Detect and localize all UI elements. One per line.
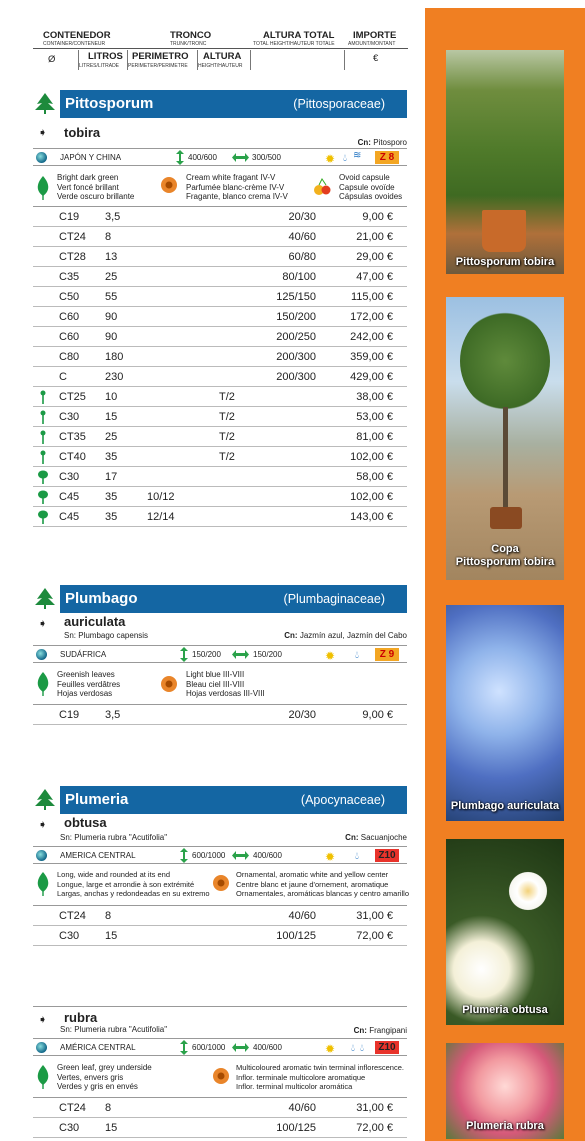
species-info-bar — [33, 1038, 407, 1056]
globe-icon — [36, 649, 47, 660]
litres: 90 — [105, 331, 118, 343]
litres: 15 — [105, 1122, 118, 1134]
sun-icon: ✹ — [325, 152, 336, 166]
flower-icon — [160, 176, 178, 194]
water-drop-icon: 💧︎ — [351, 1043, 355, 1054]
flower-description: Ornamental, aromatic white and yellow center Centre blanc et jaune d'ornement, aromatique Ornamentales, aromáticas blancas y centro amarillo — [236, 870, 409, 898]
price: 29,00 € — [356, 251, 393, 263]
litres: 230 — [105, 371, 124, 383]
litres: 15 — [105, 411, 118, 423]
width-arrow-icon — [232, 1043, 249, 1052]
photo-pittosporum-tobira — [446, 50, 564, 274]
price: 58,00 € — [356, 471, 393, 483]
leaf-icon — [35, 1065, 51, 1089]
width-arrow-icon — [232, 650, 249, 659]
trunk-height: T/2 — [219, 391, 235, 403]
species-info-bar — [33, 148, 407, 166]
genus-leaf-icon — [33, 92, 57, 114]
species-name: obtusa — [64, 815, 107, 830]
species-arrow-icon: ➧ — [38, 1014, 48, 1026]
table-row — [33, 207, 407, 227]
photo-caption: Pittosporum tobira — [455, 256, 555, 268]
table-row — [33, 347, 407, 367]
photo-caption: Plumbago auriculata — [450, 800, 560, 812]
litres: 35 — [105, 511, 118, 523]
fruit-description: Ovoid capsule Capsule ovoïde Cápsulas ovoides — [339, 173, 403, 201]
water-drop-icon: 💧︎ — [343, 153, 347, 164]
photo-plumeria-obtusa — [446, 839, 564, 1025]
height-arrow-icon — [180, 1040, 188, 1055]
litres: 15 — [105, 930, 118, 942]
header-perimetro-sub: PERIMETER/PERIMETRE — [128, 63, 188, 69]
container-code: C30 — [59, 930, 80, 942]
container-code: CT24 — [59, 910, 86, 922]
price: 72,00 € — [356, 930, 393, 942]
price: 242,00 € — [350, 331, 393, 343]
species-name: tobira — [64, 125, 101, 140]
trunk-height: T/2 — [219, 431, 235, 443]
height-range: 600/1000 — [192, 1043, 226, 1052]
price: 21,00 € — [356, 231, 393, 243]
price: 53,00 € — [356, 411, 393, 423]
trunk-height: T/2 — [219, 451, 235, 463]
litres: 8 — [105, 1102, 112, 1114]
sun-icon: ✹ — [325, 649, 336, 663]
water-drop-icon: 💧︎ — [360, 1043, 364, 1054]
price: 47,00 € — [356, 271, 393, 283]
price: 143,00 € — [350, 511, 393, 523]
stake-icon — [38, 450, 48, 464]
table-row — [33, 327, 407, 347]
species-arrow-icon: ➧ — [38, 819, 48, 831]
table-row — [33, 507, 407, 527]
price: 31,00 € — [356, 1102, 393, 1114]
genus-band-plumbago — [60, 585, 407, 613]
litres: 8 — [105, 231, 112, 243]
header-tronco-sub: TRUNK/TRONC — [170, 41, 207, 47]
container-code: C60 — [59, 311, 80, 323]
container-code: C45 — [59, 491, 80, 503]
container-code: CT24 — [59, 231, 86, 243]
family-name: (Pittosporaceae) — [293, 97, 385, 111]
perimeter: 12/14 — [147, 511, 175, 523]
leaf-icon — [35, 176, 51, 200]
pot-shape — [482, 210, 526, 252]
container-code: CT25 — [59, 391, 86, 403]
container-code: C19 — [59, 211, 80, 223]
height-range: 400/600 — [188, 153, 217, 162]
hardiness-zone-badge: Z 9 — [375, 648, 399, 661]
species-info-bar — [33, 645, 407, 663]
price: 9,00 € — [362, 211, 393, 223]
width-range: 300/500 — [252, 153, 281, 162]
leaf-description: Bright dark green Vert foncé brillant Verde oscuro brillante — [57, 173, 135, 201]
litres: 13 — [105, 251, 118, 263]
leaf-description: Long, wide and rounded at its end Longue, large et arrondie à son extrémité Largas, anchas y redondeadas en su extremo — [57, 870, 210, 898]
total-height: 40/60 — [288, 231, 316, 243]
total-height: 100/125 — [276, 1122, 316, 1134]
table-row — [33, 1098, 407, 1118]
table-row — [33, 467, 407, 487]
price: 72,00 € — [356, 1122, 393, 1134]
litres: 180 — [105, 351, 124, 363]
total-height: 150/200 — [276, 311, 316, 323]
height-range: 600/1000 — [192, 851, 226, 860]
total-height: 200/300 — [276, 371, 316, 383]
width-arrow-icon — [232, 851, 249, 860]
header-litros: LITROS — [88, 51, 123, 62]
table-row — [33, 307, 407, 327]
common-name: Cn: Sacuanjoche — [345, 833, 407, 842]
fruit-icon — [313, 178, 331, 196]
sun-icon: ✹ — [325, 850, 336, 864]
litres: 10 — [105, 391, 118, 403]
common-name: Cn: Jazmín azul, Jazmín del Cabo — [284, 631, 407, 640]
origin: AMÉRICA CENTRAL — [60, 1043, 136, 1052]
container-code: C30 — [59, 1122, 80, 1134]
standard-tree-icon — [38, 510, 48, 524]
total-height: 20/30 — [288, 709, 316, 721]
synonym: Sn: Plumbago capensis — [64, 631, 149, 640]
leaf-description: Green leaf, grey underside Vertes, envers gris Verdes y gris en envés — [57, 1063, 152, 1091]
container-code: CT40 — [59, 451, 86, 463]
total-height: 200/250 — [276, 331, 316, 343]
litres: 35 — [105, 451, 118, 463]
header-contenedor: CONTENEDOR — [43, 30, 111, 41]
genus-leaf-icon — [33, 788, 57, 810]
price: 102,00 € — [350, 491, 393, 503]
perimeter: 10/12 — [147, 491, 175, 503]
price: 429,00 € — [350, 371, 393, 383]
table-row — [33, 227, 407, 247]
common-name: Cn: Pitosporo — [357, 138, 407, 147]
leaf-icon — [35, 872, 51, 896]
width-range: 400/600 — [253, 1043, 282, 1052]
hardiness-zone-badge: Z10 — [375, 1041, 399, 1054]
stake-icon — [38, 410, 48, 424]
price-table — [33, 1097, 407, 1138]
price-table — [33, 206, 407, 527]
photo-copa-pittosporum-tobira — [446, 297, 564, 580]
litres: 25 — [105, 271, 118, 283]
height-arrow-icon — [176, 150, 184, 165]
width-arrow-icon — [232, 153, 249, 162]
price: 9,00 € — [362, 709, 393, 721]
price: 38,00 € — [356, 391, 393, 403]
header-contenedor-sub: CONTAINER/CONTENEUR — [43, 41, 106, 47]
header-altura-total: ALTURA TOTAL — [263, 30, 335, 41]
width-range: 150/200 — [253, 650, 282, 659]
table-row — [33, 926, 407, 946]
table-row — [33, 487, 407, 507]
litres: 3,5 — [105, 211, 121, 223]
species-divider — [33, 1006, 407, 1007]
photo-caption: Plumeria rubra — [466, 1120, 544, 1132]
photo-caption: Copa Pittosporum tobira — [455, 543, 555, 568]
total-height: 60/80 — [288, 251, 316, 263]
price-table — [33, 704, 407, 725]
table-row — [33, 367, 407, 387]
total-height: 100/125 — [276, 930, 316, 942]
species-info-bar — [33, 846, 407, 864]
container-code: CT24 — [59, 1102, 86, 1114]
pot-shape — [490, 507, 522, 529]
flower-icon — [160, 675, 178, 693]
family-name: (Plumbaginaceae) — [283, 592, 385, 606]
origin: AMERICA CENTRAL — [60, 851, 136, 860]
total-height: 40/60 — [288, 1102, 316, 1114]
globe-icon — [36, 1042, 47, 1053]
litres: 90 — [105, 311, 118, 323]
price: 31,00 € — [356, 910, 393, 922]
table-row — [33, 267, 407, 287]
container-code: C35 — [59, 271, 80, 283]
header-altura-sub: HEIGHT/HAUTEUR — [198, 63, 243, 69]
photo-plumbago-auriculata — [446, 605, 564, 821]
container-code: CT35 — [59, 431, 86, 443]
litres: 55 — [105, 291, 118, 303]
wave-icon: ≋ — [353, 150, 362, 161]
globe-icon — [36, 152, 47, 163]
sun-icon: ✹ — [325, 1042, 336, 1056]
genus-name: Plumbago — [65, 590, 138, 607]
genus-band-plumeria — [60, 786, 407, 814]
container-code: C19 — [59, 709, 80, 721]
litres: 3,5 — [105, 709, 121, 721]
hardiness-zone-badge: Z 8 — [375, 151, 399, 164]
container-code: C30 — [59, 411, 80, 423]
globe-icon — [36, 850, 47, 861]
price: 81,00 € — [356, 431, 393, 443]
price: 102,00 € — [350, 451, 393, 463]
total-height: 200/300 — [276, 351, 316, 363]
tree-trunk-shape — [503, 407, 508, 517]
header-euro: € — [373, 53, 379, 64]
header-importe-sub: AMOUNT/MONTANT — [348, 41, 396, 47]
origin: SUDÁFRICA — [60, 650, 107, 659]
trunk-height: T/2 — [219, 411, 235, 423]
genus-name: Plumeria — [65, 791, 129, 808]
flower-icon — [212, 1067, 230, 1085]
stake-icon — [38, 390, 48, 404]
total-height: 40/60 — [288, 910, 316, 922]
litres: 35 — [105, 491, 118, 503]
flower-shape — [506, 869, 550, 913]
container-code: C30 — [59, 471, 80, 483]
table-row — [33, 427, 407, 447]
price-table — [33, 905, 407, 946]
total-height: 80/100 — [282, 271, 316, 283]
header-importe: IMPORTE — [353, 30, 397, 41]
table-row — [33, 407, 407, 427]
table-row — [33, 906, 407, 926]
width-range: 400/600 — [253, 851, 282, 860]
table-row — [33, 1118, 407, 1138]
table-row — [33, 287, 407, 307]
standard-tree-icon — [38, 490, 48, 504]
photo-caption: Plumeria obtusa — [462, 1004, 548, 1016]
leaf-icon — [35, 672, 51, 696]
header-altura: ALTURA — [203, 51, 242, 62]
header-altura-total-sub: TOTAL HEIGHT/HAUTEUR TOTALE — [253, 41, 335, 47]
tree-canopy-shape — [460, 311, 550, 411]
standard-tree-icon — [38, 470, 48, 484]
water-drop-icon: 💧︎ — [355, 650, 359, 661]
header-diameter: Ø — [48, 54, 56, 65]
table-row — [33, 387, 407, 407]
litres: 17 — [105, 471, 118, 483]
common-name: Cn: Frangipani — [353, 1026, 407, 1035]
origin: JAPÓN Y CHINA — [60, 153, 122, 162]
species-arrow-icon: ➧ — [38, 127, 48, 139]
container-code: C — [59, 371, 67, 383]
flower-description: Cream white fragant IV-V Parfumée blanc-crème IV-V Fragante, blanco crema IV-V — [186, 173, 288, 201]
litres: 25 — [105, 431, 118, 443]
container-code: C60 — [59, 331, 80, 343]
price: 172,00 € — [350, 311, 393, 323]
photo-strip — [425, 8, 585, 1141]
genus-band-pittosporum — [60, 90, 407, 118]
stake-icon — [38, 430, 48, 444]
container-code: CT28 — [59, 251, 86, 263]
genus-leaf-icon — [33, 587, 57, 609]
container-code: C50 — [59, 291, 80, 303]
flower-description: Light blue III-VIII Bleau ciel III-VIII Hojas verdosas III-VIII — [186, 670, 265, 698]
water-drop-icon: 💧︎ — [355, 851, 359, 862]
flower-icon — [212, 874, 230, 892]
height-arrow-icon — [180, 647, 188, 662]
species-arrow-icon: ➧ — [38, 618, 48, 630]
height-arrow-icon — [180, 848, 188, 863]
synonym: Sn: Plumeria rubra "Acutifolia" — [60, 1025, 168, 1034]
container-code: C80 — [59, 351, 80, 363]
table-row — [33, 247, 407, 267]
synonym: Sn: Plumeria rubra "Acutifolia" — [60, 833, 168, 842]
price: 359,00 € — [350, 351, 393, 363]
total-height: 125/150 — [276, 291, 316, 303]
header-perimetro: PERIMETRO — [132, 51, 189, 62]
family-name: (Apocynaceae) — [300, 793, 385, 807]
litres: 8 — [105, 910, 112, 922]
species-name: auriculata — [64, 614, 126, 629]
height-range: 150/200 — [192, 650, 221, 659]
header-litros-sub: LITRES/LITRADE — [79, 63, 120, 69]
price: 115,00 € — [350, 291, 393, 303]
header-tronco: TRONCO — [170, 30, 212, 41]
genus-name: Pittosporum — [65, 95, 154, 112]
species-name: rubra — [64, 1010, 98, 1025]
leaf-description: Greenish leaves Feuilles verdâtres Hojas verdosas — [57, 670, 121, 698]
photo-plumeria-rubra — [446, 1043, 564, 1139]
table-row — [33, 705, 407, 725]
total-height: 20/30 — [288, 211, 316, 223]
table-row — [33, 447, 407, 467]
flower-description: Multicoloured aromatic twin terminal inflorescence. Inflor. terminale multicolore aromatique Inflor. terminal multicolor aromática — [236, 1063, 404, 1091]
container-code: C45 — [59, 511, 80, 523]
hardiness-zone-badge: Z10 — [375, 849, 399, 862]
